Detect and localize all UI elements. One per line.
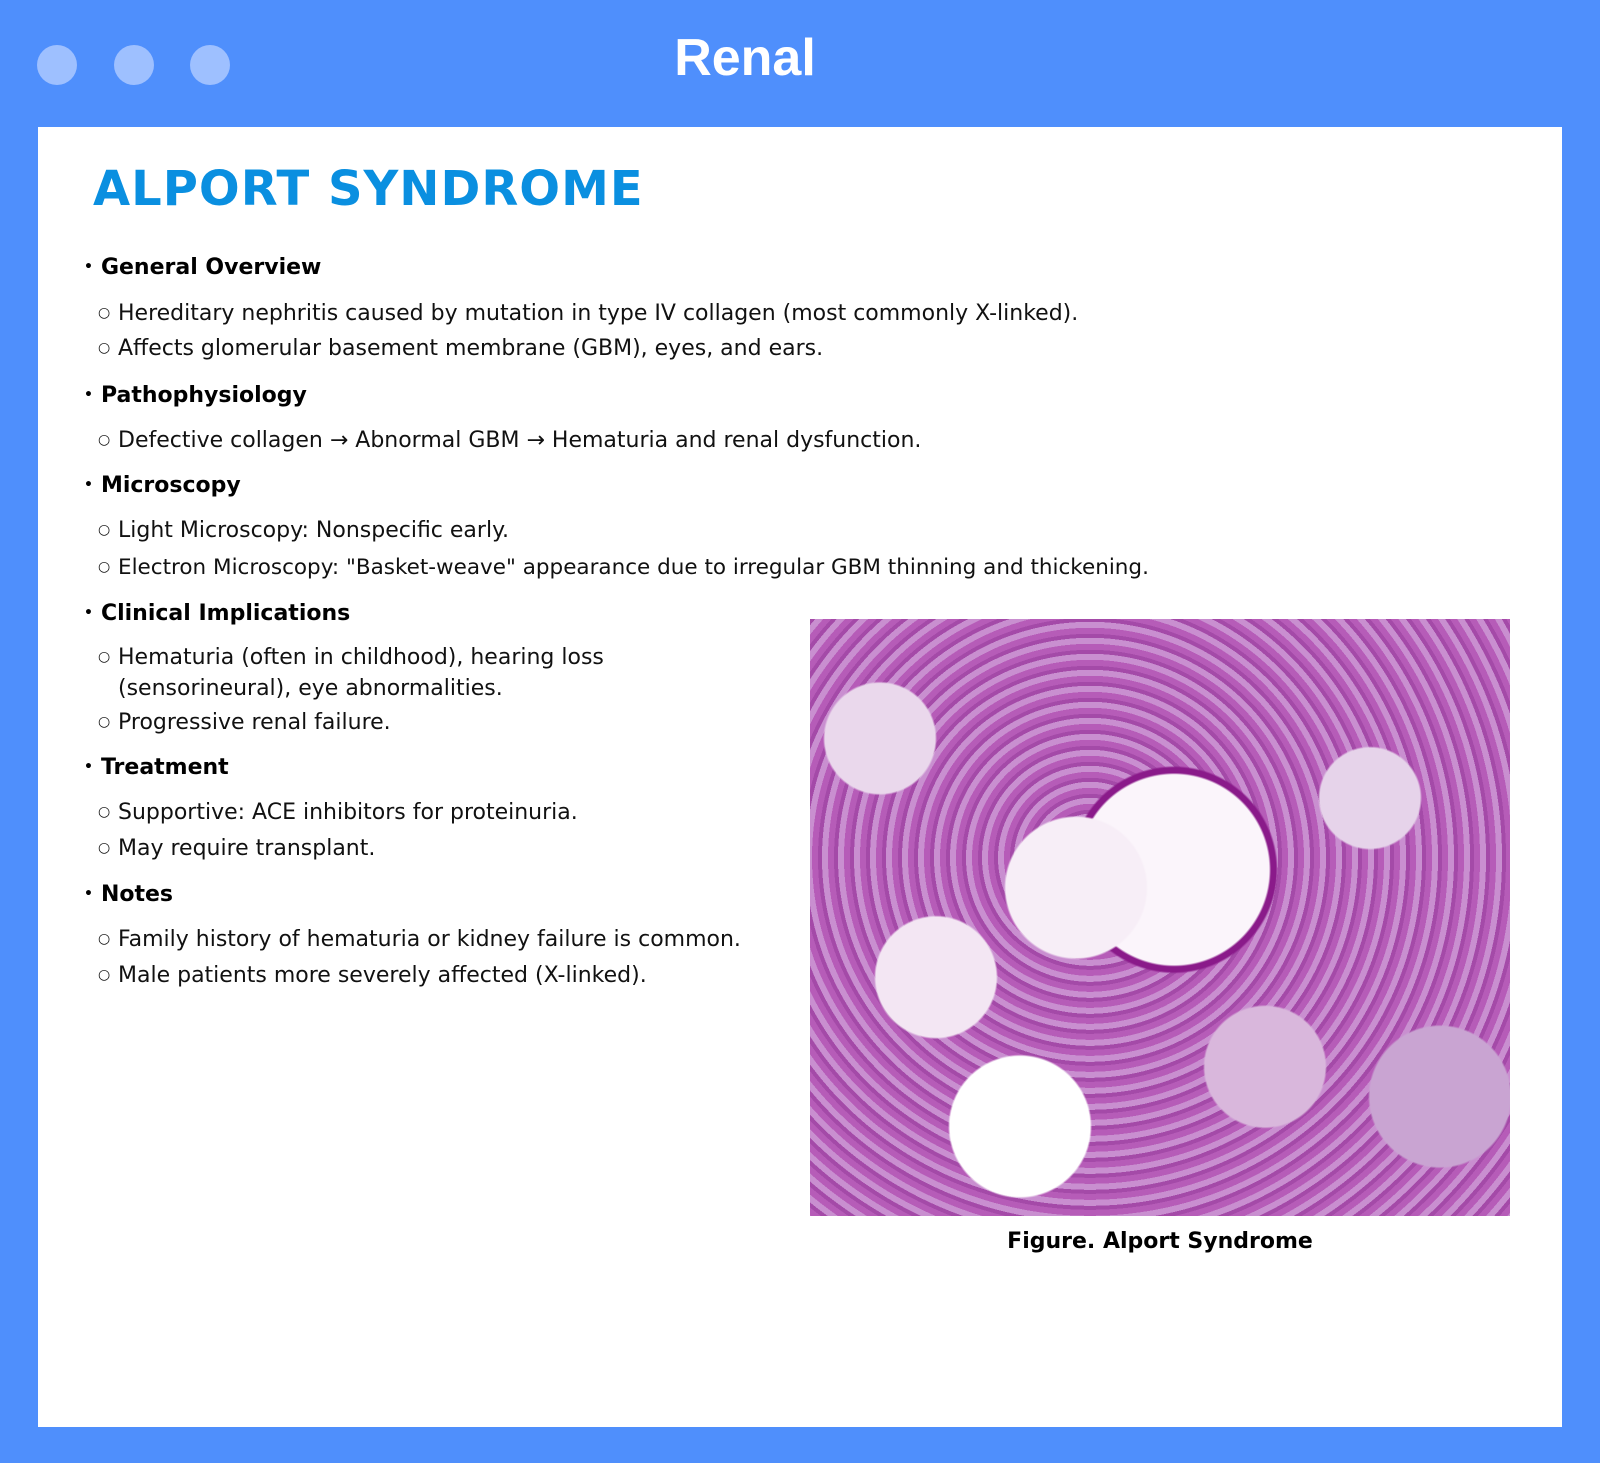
figure-caption: Figure. Alport Syndrome (1007, 1229, 1313, 1254)
bullet-icon: • (84, 886, 93, 902)
list-item: ○ Hematuria (often in childhood), hearing loss (98, 642, 604, 676)
circle-bullet-icon: ○ (98, 840, 111, 856)
page-title: ALPORT SYNDROME (93, 161, 644, 217)
list-item: ○ Affects glomerular basement membrane (GBM), eyes, and ears. (98, 333, 823, 367)
list-item: ○ Progressive renal failure. (98, 707, 391, 741)
content-panel (38, 127, 1562, 1427)
circle-bullet-icon: ○ (98, 305, 111, 321)
window-title: Renal (674, 29, 816, 87)
section-heading-microscopy: • Microscopy (84, 473, 241, 498)
list-item: ○ Supportive: ACE inhibitors for proteinuria. (98, 797, 578, 831)
list-item-continuation: (sensorineural), eye abnormalities. (118, 676, 503, 701)
circle-bullet-icon: ○ (98, 522, 111, 538)
section-heading-general-overview: • General Overview (84, 255, 322, 280)
section-heading-notes: • Notes (84, 882, 174, 907)
circle-bullet-icon: ○ (98, 340, 111, 356)
window-titlebar (0, 0, 1600, 127)
circle-bullet-icon: ○ (98, 931, 111, 947)
circle-bullet-icon: ○ (98, 559, 111, 575)
section-heading-clinical-implications: • Clinical Implications (84, 601, 351, 626)
section-heading-pathophysiology: • Pathophysiology (84, 383, 307, 408)
bullet-icon: • (84, 605, 93, 621)
bullet-icon: • (84, 259, 93, 275)
list-item: ○ Electron Microscopy: "Basket-weave" appearance due to irregular GBM thinning and thickening. (98, 552, 1149, 586)
histology-micrograph-image (810, 619, 1510, 1216)
list-item: ○ May require transplant. (98, 833, 375, 867)
bullet-icon: • (84, 387, 93, 403)
circle-bullet-icon: ○ (98, 649, 111, 665)
list-item: ○ Family history of hematuria or kidney failure is common. (98, 924, 741, 958)
list-item: ○ Light Microscopy: Nonspecific early. (98, 515, 509, 549)
bullet-icon: • (84, 477, 93, 493)
list-item: ○ Male patients more severely affected (X-linked). (98, 960, 647, 994)
circle-bullet-icon: ○ (98, 804, 111, 820)
list-item: ○ Hereditary nephritis caused by mutation in type IV collagen (most commonly X-linked). (98, 298, 1078, 332)
list-item: ○ Defective collagen → Abnormal GBM → Hematuria and renal dysfunction. (98, 425, 921, 459)
circle-bullet-icon: ○ (98, 432, 111, 448)
section-heading-treatment: • Treatment (84, 755, 229, 780)
bullet-icon: • (84, 759, 93, 775)
circle-bullet-icon: ○ (98, 714, 111, 730)
circle-bullet-icon: ○ (98, 967, 111, 983)
